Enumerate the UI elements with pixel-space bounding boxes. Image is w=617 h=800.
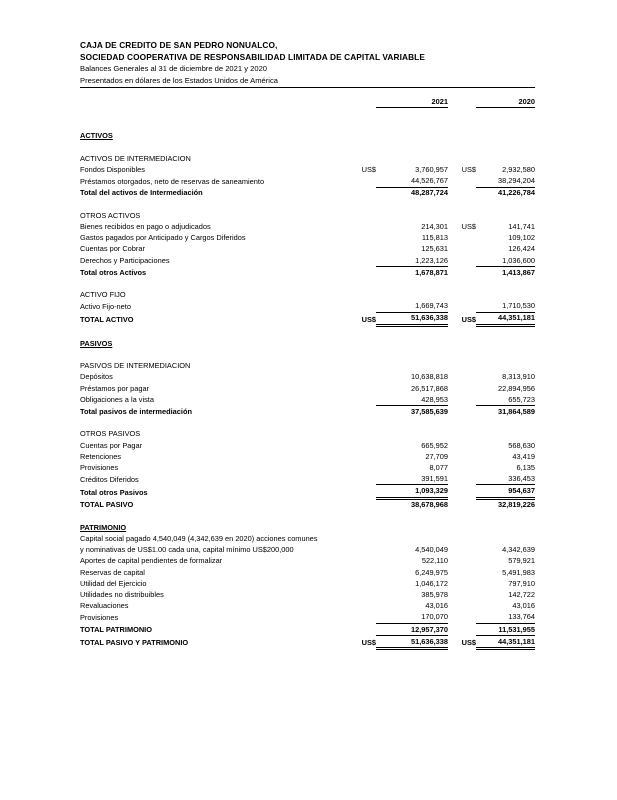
table-row: [80, 567, 535, 578]
row-value-year1: [376, 428, 448, 439]
row-currency-1: [348, 451, 376, 462]
row-value-year1: 51,636,338: [376, 635, 448, 648]
row-label: Depósitos: [80, 372, 113, 382]
row-value-year2: 336,453: [476, 473, 535, 485]
row-currency-1: [348, 567, 376, 578]
row-label: OTROS ACTIVOS: [80, 210, 141, 220]
row-value-year1: 1,093,329: [376, 485, 448, 498]
row-currency-1: [348, 406, 376, 418]
spacer-row: [80, 349, 535, 360]
row-label: y nominativas de US$1.00 cada una, capital mínimo US$200,000: [80, 545, 294, 555]
row-label: Cuentas por Pagar: [80, 440, 143, 450]
row-value-year2: 5,491,983: [502, 567, 535, 577]
row-value-year2: 1,413,867: [502, 267, 535, 277]
row-currency-2: [448, 611, 476, 623]
row-currency-1: [348, 338, 376, 349]
row-value-year1: 385,978: [421, 589, 448, 599]
row-value-year2: 141,741: [508, 221, 535, 231]
row-label: Utilidades no distribuibles: [80, 589, 164, 599]
row-currency-1: [348, 522, 376, 533]
row-currency-2: [448, 232, 476, 243]
row-label: OTROS PASIVOS: [80, 429, 141, 439]
table-row: [80, 428, 535, 439]
table-row: [80, 522, 535, 533]
row-currency-2: [448, 255, 476, 267]
row-currency-2: [448, 338, 476, 349]
table-row: [80, 611, 535, 623]
row-currency-1: [348, 578, 376, 589]
row-label: ACTIVOS DE INTERMEDIACION: [80, 153, 191, 163]
row-label: Revaluaciones: [80, 601, 129, 611]
row-label: ACTIVOS: [80, 131, 113, 141]
row-value-year1: [376, 360, 448, 371]
row-currency-2: [448, 522, 476, 533]
row-value-year2: 1,710,530: [476, 300, 535, 312]
row-currency-1: [348, 153, 376, 164]
row-value-year1: 8,077: [429, 462, 448, 472]
table-row: [80, 300, 535, 312]
table-row: [80, 473, 535, 485]
row-currency-1: [348, 300, 376, 312]
row-value-year1: [376, 289, 448, 300]
row-value-year1: 6,249,975: [415, 567, 448, 577]
row-label: PATRIMONIO: [80, 522, 127, 532]
row-currency-1: [348, 289, 376, 300]
balance-sheet: [80, 40, 540, 650]
row-currency-1: [348, 221, 376, 232]
table-row: [80, 589, 535, 600]
row-value-year1: [376, 153, 448, 164]
table-row: [80, 153, 535, 164]
row-currency-2: [448, 266, 476, 278]
row-currency-2: [448, 289, 476, 300]
row-value-year2: 133,764: [476, 611, 535, 623]
row-label: TOTAL ACTIVO: [80, 314, 134, 324]
row-currency-2: [448, 406, 476, 418]
row-value-year2: 8,313,910: [502, 372, 535, 382]
row-currency-1: [348, 473, 376, 485]
row-currency-2: [448, 533, 476, 544]
row-value-year2: 31,864,589: [498, 406, 535, 416]
row-value-year2: 22,894,956: [498, 383, 535, 393]
row-label: TOTAL PATRIMONIO: [80, 625, 152, 635]
row-label: Total otros Activos: [80, 267, 147, 277]
table-row: [80, 131, 535, 142]
row-value-year1: [376, 522, 448, 533]
row-value-year1: 170,070: [376, 611, 448, 623]
row-label: Total otros Pasivos: [80, 487, 148, 497]
row-label: TOTAL PASIVO Y PATRIMONIO: [80, 638, 189, 648]
spacer-row: [80, 511, 535, 522]
row-currency-1: [348, 544, 376, 555]
row-value-year1: 10,638,818: [411, 372, 448, 382]
header-blank-cur2: [448, 96, 476, 108]
column-header-year1: 2021: [376, 96, 448, 108]
row-currency-1: [348, 360, 376, 371]
table-row: [80, 255, 535, 267]
row-label: Activo Fijo-neto: [80, 301, 131, 311]
row-value-year1: 4,540,049: [415, 545, 448, 555]
row-currency-1: [348, 232, 376, 243]
row-currency-2: [448, 383, 476, 394]
row-value-year2: 44,351,181: [476, 312, 535, 325]
table-row: [80, 556, 535, 567]
row-value-year1: 214,301: [421, 221, 448, 231]
table-body: [80, 96, 535, 649]
row-value-year1: 125,631: [421, 244, 448, 254]
row-currency-2: [448, 485, 476, 498]
row-value-year2: [476, 153, 535, 164]
table-row: [80, 372, 535, 383]
table-row: [80, 175, 535, 187]
row-value-year1: 1,669,743: [376, 300, 448, 312]
row-currency-2: [448, 394, 476, 406]
row-label: ACTIVO FIJO: [80, 290, 126, 300]
row-value-year2: 38,294,204: [476, 175, 535, 187]
row-value-year2: 41,226,784: [498, 188, 535, 198]
row-value-year2: 2,932,580: [502, 165, 535, 175]
row-label: Total pasivos de intermediación: [80, 406, 192, 416]
row-currency-1: [348, 255, 376, 267]
table-row: [80, 394, 535, 406]
row-value-year2: 1,036,600: [476, 255, 535, 267]
table-row: [80, 600, 535, 611]
row-label: Bienes recibidos en pago o adjudicados: [80, 221, 211, 231]
row-value-year1: 26,517,868: [411, 383, 448, 393]
row-currency-2: [448, 372, 476, 383]
row-currency-2: [448, 578, 476, 589]
spacer-row: [80, 199, 535, 210]
spacer-row: [80, 278, 535, 289]
row-currency-2: [448, 300, 476, 312]
row-label: TOTAL PASIVO: [80, 500, 134, 510]
table-row: [80, 451, 535, 462]
row-value-year1: 1,678,871: [415, 267, 448, 277]
row-currency-2: [448, 473, 476, 485]
table-row: [80, 578, 535, 589]
row-currency-2: [448, 243, 476, 254]
row-label: Aportes de capital pendientes de formalizar: [80, 556, 223, 566]
row-currency-2: [448, 210, 476, 221]
row-currency-2: [448, 451, 476, 462]
row-value-year1: 38,678,968: [411, 500, 448, 510]
row-value-year2: [476, 428, 535, 439]
table-row: [80, 232, 535, 243]
row-value-year2: [476, 210, 535, 221]
row-currency-1: [348, 175, 376, 187]
row-currency-2: [448, 187, 476, 199]
table-row: [80, 623, 535, 635]
row-value-year2: [476, 360, 535, 371]
row-currency-2: [448, 498, 476, 511]
row-value-year2: 32,819,226: [498, 500, 535, 510]
row-value-year1: 51,636,338: [376, 312, 448, 325]
row-value-year2: [476, 522, 535, 533]
row-label: Retenciones: [80, 451, 122, 461]
row-currency-1: [348, 383, 376, 394]
row-currency-1: US$: [361, 165, 376, 175]
row-value-year2: 579,921: [508, 556, 535, 566]
row-currency-2: [448, 175, 476, 187]
row-value-year1: [376, 210, 448, 221]
row-value-year1: 12,957,370: [376, 623, 448, 635]
row-value-year1: 43,016: [425, 601, 448, 611]
row-value-year2: 954,637: [476, 485, 535, 498]
row-currency-2: [448, 589, 476, 600]
row-value-year2: 568,630: [508, 440, 535, 450]
row-label: Total del activos de Intermediación: [80, 188, 203, 198]
table-row: [80, 164, 535, 175]
table-row: [80, 187, 535, 199]
table-row: [80, 462, 535, 473]
row-currency-2: [448, 360, 476, 371]
row-currency-1: US$: [361, 638, 376, 648]
row-currency-2: [448, 556, 476, 567]
row-currency-1: [348, 600, 376, 611]
table-row: [80, 635, 535, 648]
row-value-year2: 109,102: [508, 233, 535, 243]
table-row: [80, 406, 535, 418]
table-row: [80, 289, 535, 300]
table-row: [80, 383, 535, 394]
row-label: Créditos Diferidos: [80, 474, 139, 484]
row-value-year1: 428,953: [376, 394, 448, 406]
row-label: PASIVOS: [80, 338, 113, 348]
row-value-year2: 6,135: [516, 462, 535, 472]
row-currency-1: [348, 428, 376, 439]
row-currency-1: [348, 187, 376, 199]
row-value-year2: 655,723: [476, 394, 535, 406]
row-label: Utilidad del Ejercicio: [80, 578, 147, 588]
row-currency-1: [348, 394, 376, 406]
row-currency-2: [448, 567, 476, 578]
row-currency-1: [348, 131, 376, 142]
row-currency-1: [348, 440, 376, 451]
row-label: Préstamos otorgados, neto de reservas de saneamiento: [80, 176, 265, 186]
row-value-year1: 44,526,767: [376, 175, 448, 187]
header-blank: [80, 96, 348, 108]
row-currency-1: [348, 266, 376, 278]
row-currency-2: [448, 131, 476, 142]
row-value-year2: 11,531,955: [476, 623, 535, 635]
row-currency-2: [448, 440, 476, 451]
table-header-row: [80, 96, 535, 108]
row-value-year2: 43,419: [512, 451, 535, 461]
row-currency-1: [348, 462, 376, 473]
table-row: [80, 338, 535, 349]
row-value-year2: [476, 289, 535, 300]
row-currency-2: [448, 153, 476, 164]
row-currency-1: [348, 611, 376, 623]
table-row: [80, 533, 535, 544]
spacer-row: [80, 108, 535, 120]
row-value-year2: 797,910: [508, 578, 535, 588]
table-row: [80, 243, 535, 254]
table-row: [80, 498, 535, 511]
row-currency-1: [348, 623, 376, 635]
table-row: [80, 312, 535, 325]
row-label: Gastos pagados por Anticipado y Cargos Diferidos: [80, 233, 246, 243]
row-value-year1: 27,709: [425, 451, 448, 461]
row-currency-1: [348, 243, 376, 254]
row-label: Derechos y Participaciones: [80, 256, 170, 266]
row-currency-2: [448, 623, 476, 635]
row-currency-2: [448, 462, 476, 473]
row-currency-1: [348, 498, 376, 511]
table-row: [80, 440, 535, 451]
row-value-year2: 43,016: [512, 601, 535, 611]
row-value-year2: 126,424: [508, 244, 535, 254]
row-value-year1: 1,046,172: [415, 578, 448, 588]
row-label: Cuentas por Cobrar: [80, 244, 145, 254]
row-currency-1: [348, 372, 376, 383]
row-label: Capital social pagado 4,540,049 (4,342,639 en 2020) acciones comunes: [80, 534, 318, 544]
row-currency-1: [348, 533, 376, 544]
row-currency-1: US$: [361, 314, 376, 324]
spacer-row: [80, 119, 535, 130]
row-value-year2: [476, 533, 535, 544]
row-value-year2: 4,342,639: [502, 545, 535, 555]
statement-currency-note: Presentados en dólares de los Estados Unidos de América: [80, 75, 535, 89]
table-row: [80, 485, 535, 498]
table-row: [80, 544, 535, 555]
spacer-row: [80, 142, 535, 153]
company-name-line2: SOCIEDAD COOPERATIVA DE RESPONSABILIDAD LIMITADA DE CAPITAL VARIABLE: [80, 51, 425, 62]
row-label: Fondos Disponibles: [80, 165, 145, 175]
row-value-year2: [476, 131, 535, 142]
row-label: Provisiones: [80, 612, 119, 622]
row-label: Provisiones: [80, 462, 119, 472]
row-value-year1: [376, 533, 448, 544]
header-blank-cur1: [348, 96, 376, 108]
row-value-year2: 44,351,181: [476, 635, 535, 648]
row-label: PASIVOS DE INTERMEDIACION: [80, 361, 191, 371]
statement-subtitle: Balances Generales al 31 de diciembre de 2021 y 2020: [80, 64, 268, 73]
row-currency-2: [448, 600, 476, 611]
row-currency-2: US$: [461, 165, 476, 175]
row-value-year1: [376, 131, 448, 142]
row-currency-2: US$: [461, 221, 476, 231]
row-label: Obligaciones a la vista: [80, 395, 154, 405]
row-value-year1: 3,760,957: [415, 165, 448, 175]
row-currency-1: [348, 485, 376, 498]
company-name-line1: CAJA DE CREDITO DE SAN PEDRO NONUALCO,: [80, 40, 278, 50]
spacer-row: [80, 325, 535, 338]
spacer-row: [80, 417, 535, 428]
row-value-year1: 37,585,639: [411, 406, 448, 416]
row-value-year2: 142,722: [508, 589, 535, 599]
table-row: [80, 221, 535, 232]
table-row: [80, 360, 535, 371]
row-currency-1: [348, 210, 376, 221]
row-label: Reservas de capital: [80, 567, 145, 577]
balance-sheet-table: [80, 96, 535, 650]
row-currency-2: US$: [461, 314, 476, 324]
row-currency-2: US$: [461, 638, 476, 648]
row-value-year2: [476, 338, 535, 349]
row-currency-1: [348, 556, 376, 567]
row-label: Préstamos por pagar: [80, 383, 150, 393]
row-value-year1: 665,952: [421, 440, 448, 450]
row-value-year1: 48,287,724: [411, 188, 448, 198]
row-currency-2: [448, 544, 476, 555]
column-header-year2: 2020: [476, 96, 535, 108]
table-row: [80, 210, 535, 221]
row-value-year1: [376, 338, 448, 349]
row-value-year1: 1,223,126: [376, 255, 448, 267]
row-currency-2: [448, 428, 476, 439]
row-value-year1: 115,813: [421, 233, 448, 243]
table-row: [80, 266, 535, 278]
row-value-year1: 391,591: [376, 473, 448, 485]
row-currency-1: [348, 589, 376, 600]
row-value-year1: 522,110: [421, 556, 448, 566]
